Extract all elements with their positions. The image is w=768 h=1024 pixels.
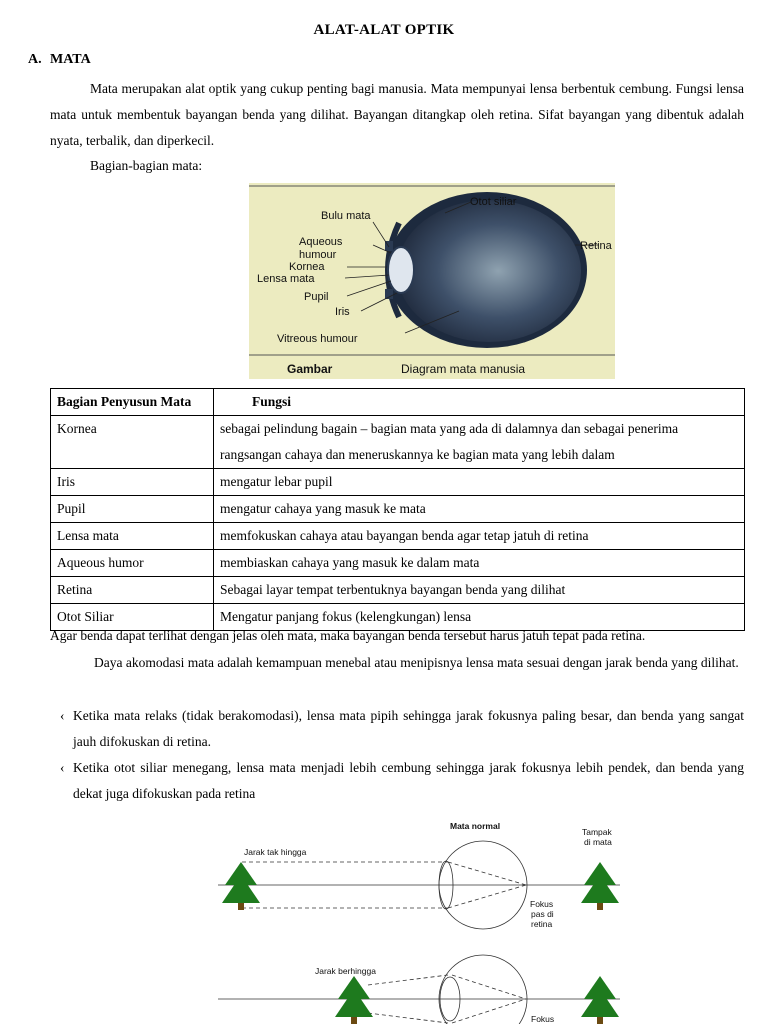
label-lensa-mata: Lensa mata	[257, 273, 315, 285]
table-row	[51, 416, 745, 469]
function-table	[50, 388, 745, 631]
ray-far-converge-top	[448, 862, 526, 885]
label-retina: Retina	[580, 240, 612, 252]
caption-label: Gambar	[287, 362, 333, 376]
iris-lower-shape	[385, 289, 393, 299]
eye-diagram	[249, 183, 615, 379]
intro-paragraph: Mata merupakan alat optik yang cukup penting bagi manusia. Mata mempunyai lensa berbentuk cembung. Fungsi lensa mata untuk membentuk bayangan benda yang dilihat. Bayangan ditangkap oleh retina. Sifat bayangan yang dibentuk adalah nyata, terbalik, dan diperkecil.	[50, 81, 744, 148]
label-aqueous-1: Aqueous	[299, 236, 343, 248]
header-function: Fungsi	[214, 389, 745, 416]
ray-near-converge-bottom	[452, 999, 526, 1023]
label-bulu-mata: Bulu mata	[321, 210, 371, 222]
focus-label-2: pas di	[531, 909, 554, 919]
lens-shape	[388, 247, 414, 293]
cell-function: membiaskan cahaya yang masuk ke dalam mata	[214, 550, 745, 577]
section-title: MATA	[50, 52, 91, 67]
cell-function: Mengatur panjang fokus (kelengkungan) lensa	[214, 604, 745, 631]
ray-near-top	[368, 975, 448, 985]
focus-label-1: Fokus	[530, 899, 554, 909]
tree-seen-far-icon	[581, 862, 619, 910]
ray-near-bottom	[368, 1013, 448, 1023]
cell-part: Aqueous humor	[51, 550, 214, 577]
after-table-paragraph: Agar benda dapat terlihat dengan jelas oleh mata, maka bayangan benda tersebut harus jatuh tepat pada retina.	[50, 628, 646, 643]
label-kornea: Kornea	[289, 261, 325, 273]
near-distance-label: Jarak berhingga	[315, 966, 376, 976]
table-row	[51, 523, 745, 550]
table-row	[51, 469, 745, 496]
cell-part: Pupil	[51, 496, 214, 523]
tree-near-object-icon	[335, 976, 373, 1024]
seen-label-2: di mata	[584, 837, 612, 847]
far-distance-label: Jarak tak hingga	[244, 847, 307, 857]
eyeball-near	[439, 955, 527, 1024]
table-row	[51, 496, 745, 523]
label-aqueous-2: humour	[299, 249, 337, 261]
cell-function: sebagai pelindung bagain – bagian mata yang ada di dalamnya dan sebagai penerima rangsangan cahaya dan meneruskannya ke bagian mata yang lebih dalam	[214, 416, 745, 469]
list-item-text: Ketika mata relaks (tidak berakomodasi), lensa mata pipih sehingga jarak fokusnya paling besar, dan benda yang sangat jauh difokuskan di retina.	[73, 708, 744, 749]
accommodation-paragraph: Daya akomodasi mata adalah kemampuan menebal atau menipisnya lensa mata sesuai dengan jarak benda yang dilihat.	[94, 655, 739, 670]
focus-diagram	[200, 815, 640, 1024]
accommodation-list	[60, 703, 744, 807]
tree-far-object-icon	[222, 862, 260, 910]
header-part: Bagian Penyusun Mata	[51, 389, 214, 416]
parts-intro: Bagian-bagian mata:	[90, 158, 203, 173]
list-item	[60, 755, 744, 807]
cell-function: memfokuskan cahaya atau bayangan benda agar tetap jatuh di retina	[214, 523, 745, 550]
list-item-text: Ketika otot siliar menegang, lensa mata menjadi lebih cembung sehingga jarak fokusnya lebih pendek, dan benda yang dekat juga difokuskan pada retina	[73, 760, 744, 801]
label-vitreous: Vitreous humour	[277, 333, 358, 345]
list-item	[60, 703, 744, 755]
cell-function: mengatur cahaya yang masuk ke mata	[214, 496, 745, 523]
table-header-row	[51, 389, 745, 416]
label-iris: Iris	[335, 306, 350, 318]
cell-part: Lensa mata	[51, 523, 214, 550]
tree-seen-near-icon	[581, 976, 619, 1024]
cell-function: Sebagai layar tempat terbentuknya bayangan benda yang dilihat	[214, 577, 745, 604]
table-row	[51, 550, 745, 577]
cell-part: Otot Siliar	[51, 604, 214, 631]
eyeball-inner	[397, 200, 581, 342]
focus-label-bottom: Fokus	[531, 1014, 555, 1024]
label-otot-siliar: Otot siliar	[470, 196, 517, 208]
bullet-arrow-icon: ‹	[60, 708, 65, 723]
section-heading	[28, 52, 91, 68]
caption-text: Diagram mata manusia	[401, 362, 526, 376]
cell-function: mengatur lebar pupil	[214, 469, 745, 496]
label-pupil: Pupil	[304, 291, 329, 303]
focus-label-3: retina	[531, 919, 553, 929]
section-number: A.	[28, 52, 42, 67]
cell-part: Retina	[51, 577, 214, 604]
table-row	[51, 577, 745, 604]
diagram-title: Mata normal	[450, 821, 501, 831]
cell-part: Kornea	[51, 416, 214, 469]
bullet-arrow-icon: ‹	[60, 760, 65, 775]
seen-label-1: Tampak	[582, 827, 612, 837]
page-title: ALAT-ALAT OPTIK	[313, 22, 455, 38]
ray-far-converge-bottom	[448, 885, 526, 908]
ray-near-converge-top	[452, 975, 526, 999]
cell-part: Iris	[51, 469, 214, 496]
